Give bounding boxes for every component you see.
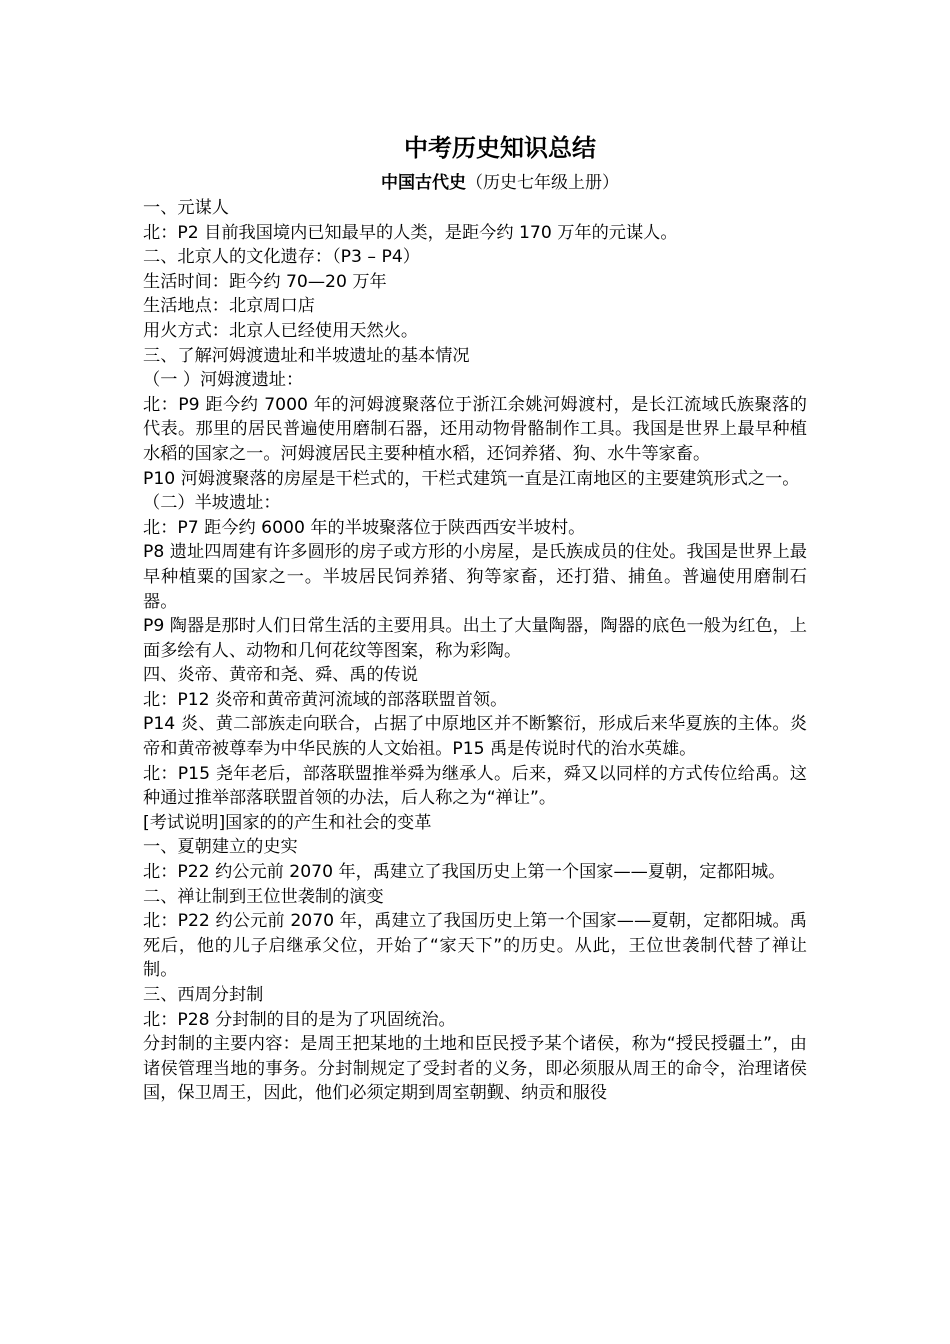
- paragraph: P10 河姆渡聚落的房屋是干栏式的，干栏式建筑一直是江南地区的主要建筑形式之一。: [143, 468, 800, 489]
- paragraph: P8 遗址四周建有许多圆形的房子或方形的小房屋，是氏族成员的住处。我国是世界上最早种植粟的国家之一。半坡居民饲养猪、狗等家畜，还打猎、捕鱼。普遍使用磨制石器。: [143, 542, 807, 612]
- section-heading: 二、北京人的文化遗存：（P3 – P4）: [143, 247, 420, 268]
- exam-note-heading: [考试说明]国家的的产生和社会的变革: [143, 812, 432, 833]
- section-heading: 二、禅让制到王位世袭制的演变: [143, 886, 384, 907]
- subsection-heading: （二）半坡遗址：: [143, 493, 281, 514]
- document-title: 中考历史知识总结: [404, 134, 596, 162]
- subtitle-rest: （历史七年级上册）: [466, 173, 619, 193]
- paragraph: 北：P22 约公元前 2070 年，禹建立了我国历史上第一个国家——夏朝，定都阳城。禹死后，他的儿子启继承父位，开始了“家天下”的历史。从此，王位世袭制代替了禅让制。: [143, 911, 807, 981]
- section-heading: 三、西周分封制: [143, 985, 264, 1005]
- document-subtitle: [143, 170, 807, 196]
- paragraph: 北：P7 距今约 6000 年的半坡聚落位于陕西西安半坡村。: [143, 517, 586, 538]
- subtitle-bold: 中国古代史: [381, 173, 466, 193]
- paragraph: 分封制的主要内容：是周王把某地的土地和臣民授予某个诸侯，称为“授民授疆土”，由诸侯管理当地的事务。分封制规定了受封者的义务，即必须服从周王的命令，治理诸侯国，保卫周王，因此，他们必须定期到周室朝觐、纳贡和服役: [143, 1034, 807, 1104]
- paragraph: 北：P12 炎帝和黄帝黄河流域的部落联盟首领。: [143, 689, 508, 710]
- paragraph: 北：P15 尧年老后，部落联盟推举舜为继承人。后来，舜又以同样的方式传位给禹。这种通过推举部落联盟首领的办法，后人称之为“禅让”。: [143, 763, 807, 809]
- section-heading: 三、了解河姆渡遗址和半坡遗址的基本情况: [143, 345, 470, 366]
- paragraph: P14 炎、黄二部族走向联合，占据了中原地区并不断繁衍，形成后来华夏族的主体。炎帝和黄帝被尊奉为中华民族的人文始祖。P15 禹是传说时代的治水英雄。: [143, 714, 807, 760]
- section-heading: 一、夏朝建立的史实: [143, 837, 298, 858]
- paragraph: 生活时间：距今约 70—20 万年: [143, 271, 387, 292]
- paragraph: 生活地点：北京周口店: [143, 296, 315, 317]
- paragraph: 北：P22 约公元前 2070 年，禹建立了我国历史上第一个国家——夏朝，定都阳城。: [143, 862, 786, 883]
- document-page: [143, 130, 807, 1106]
- paragraph: P9 陶器是那时人们日常生活的主要用具。出土了大量陶器，陶器的底色一般为红色，上面多绘有人、动物和几何花纹等图案，称为彩陶。: [143, 616, 807, 661]
- paragraph: 北：P28 分封制的目的是为了巩固统治。: [143, 1009, 456, 1030]
- paragraph: 北：P2 目前我国境内已知最早的人类，是距今约 170 万年的元谋人。: [143, 222, 678, 243]
- paragraph: 用火方式：北京人已经使用天然火。: [143, 320, 419, 341]
- section-heading: 四、炎帝、黄帝和尧、舜、禹的传说: [143, 665, 419, 686]
- subsection-heading: （一 ）河姆渡遗址：: [143, 370, 304, 391]
- paragraph: 北：P9 距今约 7000 年的河姆渡聚落位于浙江余姚河姆渡村，是长江流域氏族聚落的代表。那里的居民普遍使用磨制石器，还用动物骨骼制作工具。我国是世界上最早种植水稻的国家之一。河姆渡居民主要种植水稻，还饲养猪、狗、水牛等家畜。: [143, 394, 807, 464]
- section-heading: 一、元谋人: [143, 198, 229, 218]
